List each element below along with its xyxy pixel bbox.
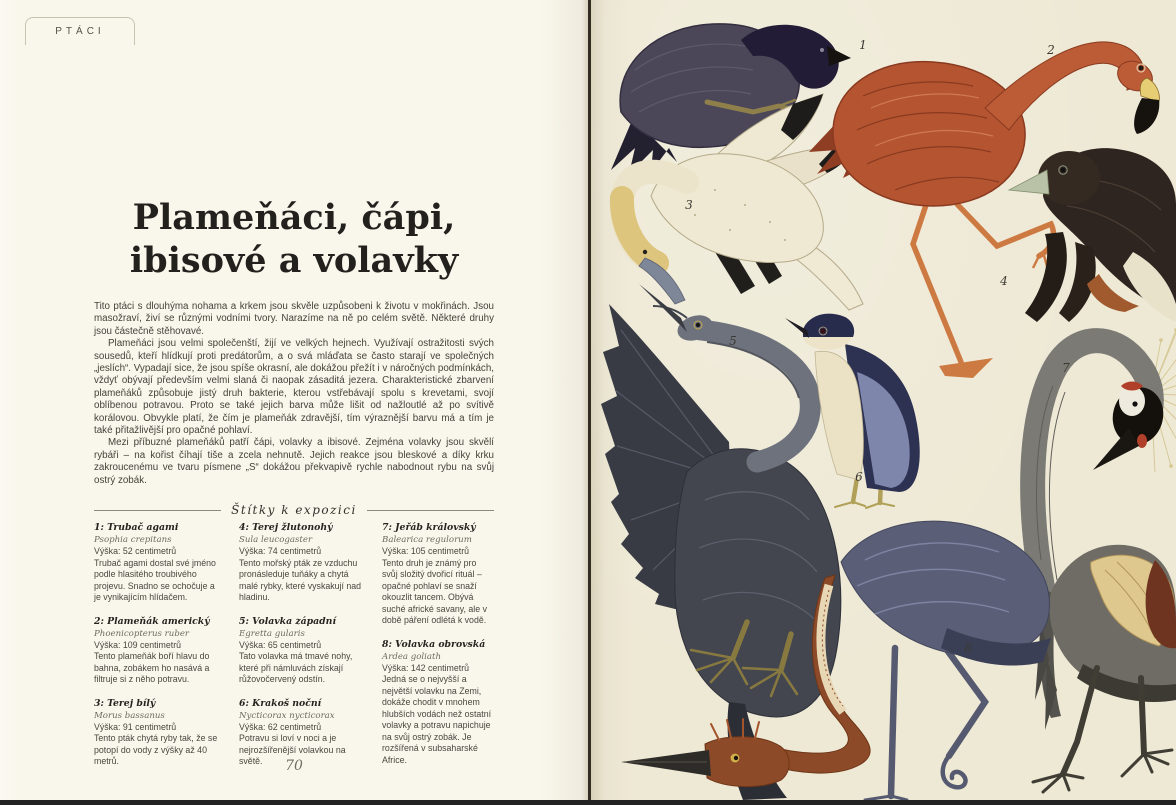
species-entry-6	[239, 698, 367, 768]
plate-number-2: 2	[1047, 43, 1055, 57]
species-heading: 1: Trubač agami	[94, 522, 179, 533]
species-entry-2	[94, 616, 222, 686]
species-entry-1	[94, 522, 222, 604]
plate-number-1: 1	[859, 38, 867, 52]
species-heading: 3: Terej bílý	[94, 697, 156, 709]
species-latin-name: Psophia crepitans	[94, 535, 172, 545]
book-spine	[588, 0, 591, 800]
bird-plate-svg	[595, 0, 1176, 800]
species-heading: 8: Volavka obrovská	[382, 638, 486, 650]
divider-rule-left	[94, 510, 221, 511]
plate-number-6: 6	[855, 470, 863, 484]
intro-paragraph: Mezi příbuzné plameňáků patří čápi, volavky a ibisové. Zejména volavky jsou skvělí rybáři – na kořist číhají tiše a zcela nehnutě. Jejich reakce jsou bleskové a díky krku zakroucenému ve tvaru písmene „S“ dokážou překvapivě rychle nabodnout rybu na svůj ostrý zobák.	[94, 437, 494, 486]
plate-number-8: 8	[964, 641, 972, 655]
species-latin-name: Sula leucogaster	[239, 535, 313, 545]
species-description: Trubač agami dostal své jméno podle hlasitého troubivého projevu. Snadno se ochočuje a je vynikajícím hlídačem.	[94, 557, 216, 602]
species-height: Výška: 142 centimetrů	[382, 662, 470, 673]
species-entry-3	[94, 698, 222, 768]
page-title-line1: Plameňáci, čápi,	[132, 197, 456, 238]
species-latin-name: Morus bassanus	[94, 710, 165, 721]
species-entry-4	[239, 522, 367, 604]
page-number: 70	[285, 758, 303, 774]
species-latin-name: Ardea goliath	[382, 651, 442, 662]
species-heading: 5: Volavka západní	[239, 615, 336, 627]
species-column-2	[239, 522, 367, 780]
species-column-3	[382, 522, 494, 780]
intro-text	[94, 301, 494, 487]
page-title-line2: ibisové a volavky	[129, 240, 459, 282]
species-heading: 6: Krakoš noční	[239, 697, 322, 709]
bird-7-crowned-crane-illustration	[1033, 326, 1176, 792]
species-description: Jedná se o nejvyšší a největší volavku na Zemi, dokáže chodit v mnohem hlubších vodách než ostatní volavky a potravu napichuje na svůj ostrý zobák. Je rozšířená v subsaharské Africe.	[382, 674, 492, 765]
species-height: Výška: 105 centimetrů	[382, 546, 470, 556]
left-page-content	[94, 0, 494, 800]
bird-4-booby-illustration	[1009, 148, 1176, 322]
intro-paragraph: Tito ptáci s dlouhýma nohama a krkem jsou skvěle uzpůsobeni k životu v mokřinách. Jsou masožraví, živí se různými vodními tvory. Narazíme na ně po celém světě. Některé druhy jsou částečně stěhovavé.	[94, 301, 494, 337]
section-tab-label: PTÁCI	[55, 26, 105, 37]
species-height: Výška: 62 centimetrů	[239, 721, 322, 732]
exhibit-header: Štítky k expozici	[231, 503, 357, 517]
divider-rule-right	[367, 510, 494, 511]
species-latin-name: Balearica regulorum	[382, 535, 472, 545]
species-entry-8	[382, 639, 494, 767]
species-height: Výška: 65 centimetrů	[239, 639, 322, 650]
species-latin-name: Phoenicopterus ruber	[94, 628, 190, 639]
species-height: Výška: 109 centimetrů	[94, 639, 182, 650]
species-entry-5	[239, 616, 367, 686]
species-description: Tato volavka má tmavé nohy, které při námluvách získají růžovočervený odstín.	[239, 651, 353, 684]
species-height: Výška: 74 centimetrů	[239, 546, 322, 556]
bird-plate-illustration	[595, 0, 1176, 800]
plate-number-3: 3	[685, 198, 693, 212]
plate-number-5: 5	[729, 334, 737, 348]
plate-number-4: 4	[1000, 274, 1008, 288]
left-page	[0, 0, 588, 800]
species-heading: 7: Jeřáb královský	[382, 522, 476, 533]
species-height: Výška: 91 centimetrů	[94, 721, 177, 732]
species-latin-name: Egretta gularis	[239, 628, 305, 639]
species-description: Tento druh je známý pro svůj složitý dvořicí rituál – opačné pohlaví se snaží okouzlit tancem. Obývá suché africké savany, ale v době páření odlétá k vodě.	[382, 557, 487, 625]
species-column-1	[94, 522, 222, 780]
plate-number-7: 7	[1062, 361, 1070, 375]
species-heading: 2: Plameňák americký	[94, 615, 210, 627]
species-description: Potravu si loví v noci a je nejrozšířenější volavkou na světě.	[239, 733, 346, 766]
page-title	[94, 196, 494, 283]
exhibit-divider	[94, 503, 494, 517]
species-list	[94, 522, 494, 780]
intro-paragraph: Plameňáci jsou velmi společenští, žijí ve velkých hejnech. Využívají ostražitosti svých sousedů, kteří hlídkují proti predátorům, a o svá mláďata se často starají ve společných „jeslích“. Vypadají sice, že jsou spíše okrasní, ale dokážou přežít i v náročných podmínkách, vždyť obývají především velmi slaná či naopak zásaditá jezera. Charakteristické zbarvení plameňáků způsobuje jistý druh bakterie, kterou vstřebávají spolu s krevetami, svojí oblíbenou potravou. Proto se také jejich barva může lišit od nažloutlé až po svítivě korálovou. Obvykle platí, že čím je plameňák zdravější, tím výraznější barvu má a tím je také přitažlivější pro opačné pohlaví.	[94, 338, 494, 437]
species-entry-7	[382, 522, 494, 627]
right-page	[591, 0, 1176, 800]
species-height: Výška: 52 centimetrů	[94, 546, 177, 556]
species-description: Tento plameňák boří hlavu do bahna, zobákem ho nasává a filtruje si z něho potravu.	[94, 651, 210, 684]
bird-5-reef-heron-illustration	[601, 284, 841, 800]
species-description: Tento pták chytá ryby tak, že se potopí do vody z výšky až 40 metrů.	[94, 733, 218, 766]
species-latin-name: Nycticorax nycticorax	[239, 710, 335, 721]
species-heading: 4: Terej žlutonohý	[239, 522, 333, 533]
species-description: Tento mořský pták ze vzduchu pronásleduje tuňáky a chytá malé rybky, které vyskakují nad hladinu.	[239, 557, 362, 602]
